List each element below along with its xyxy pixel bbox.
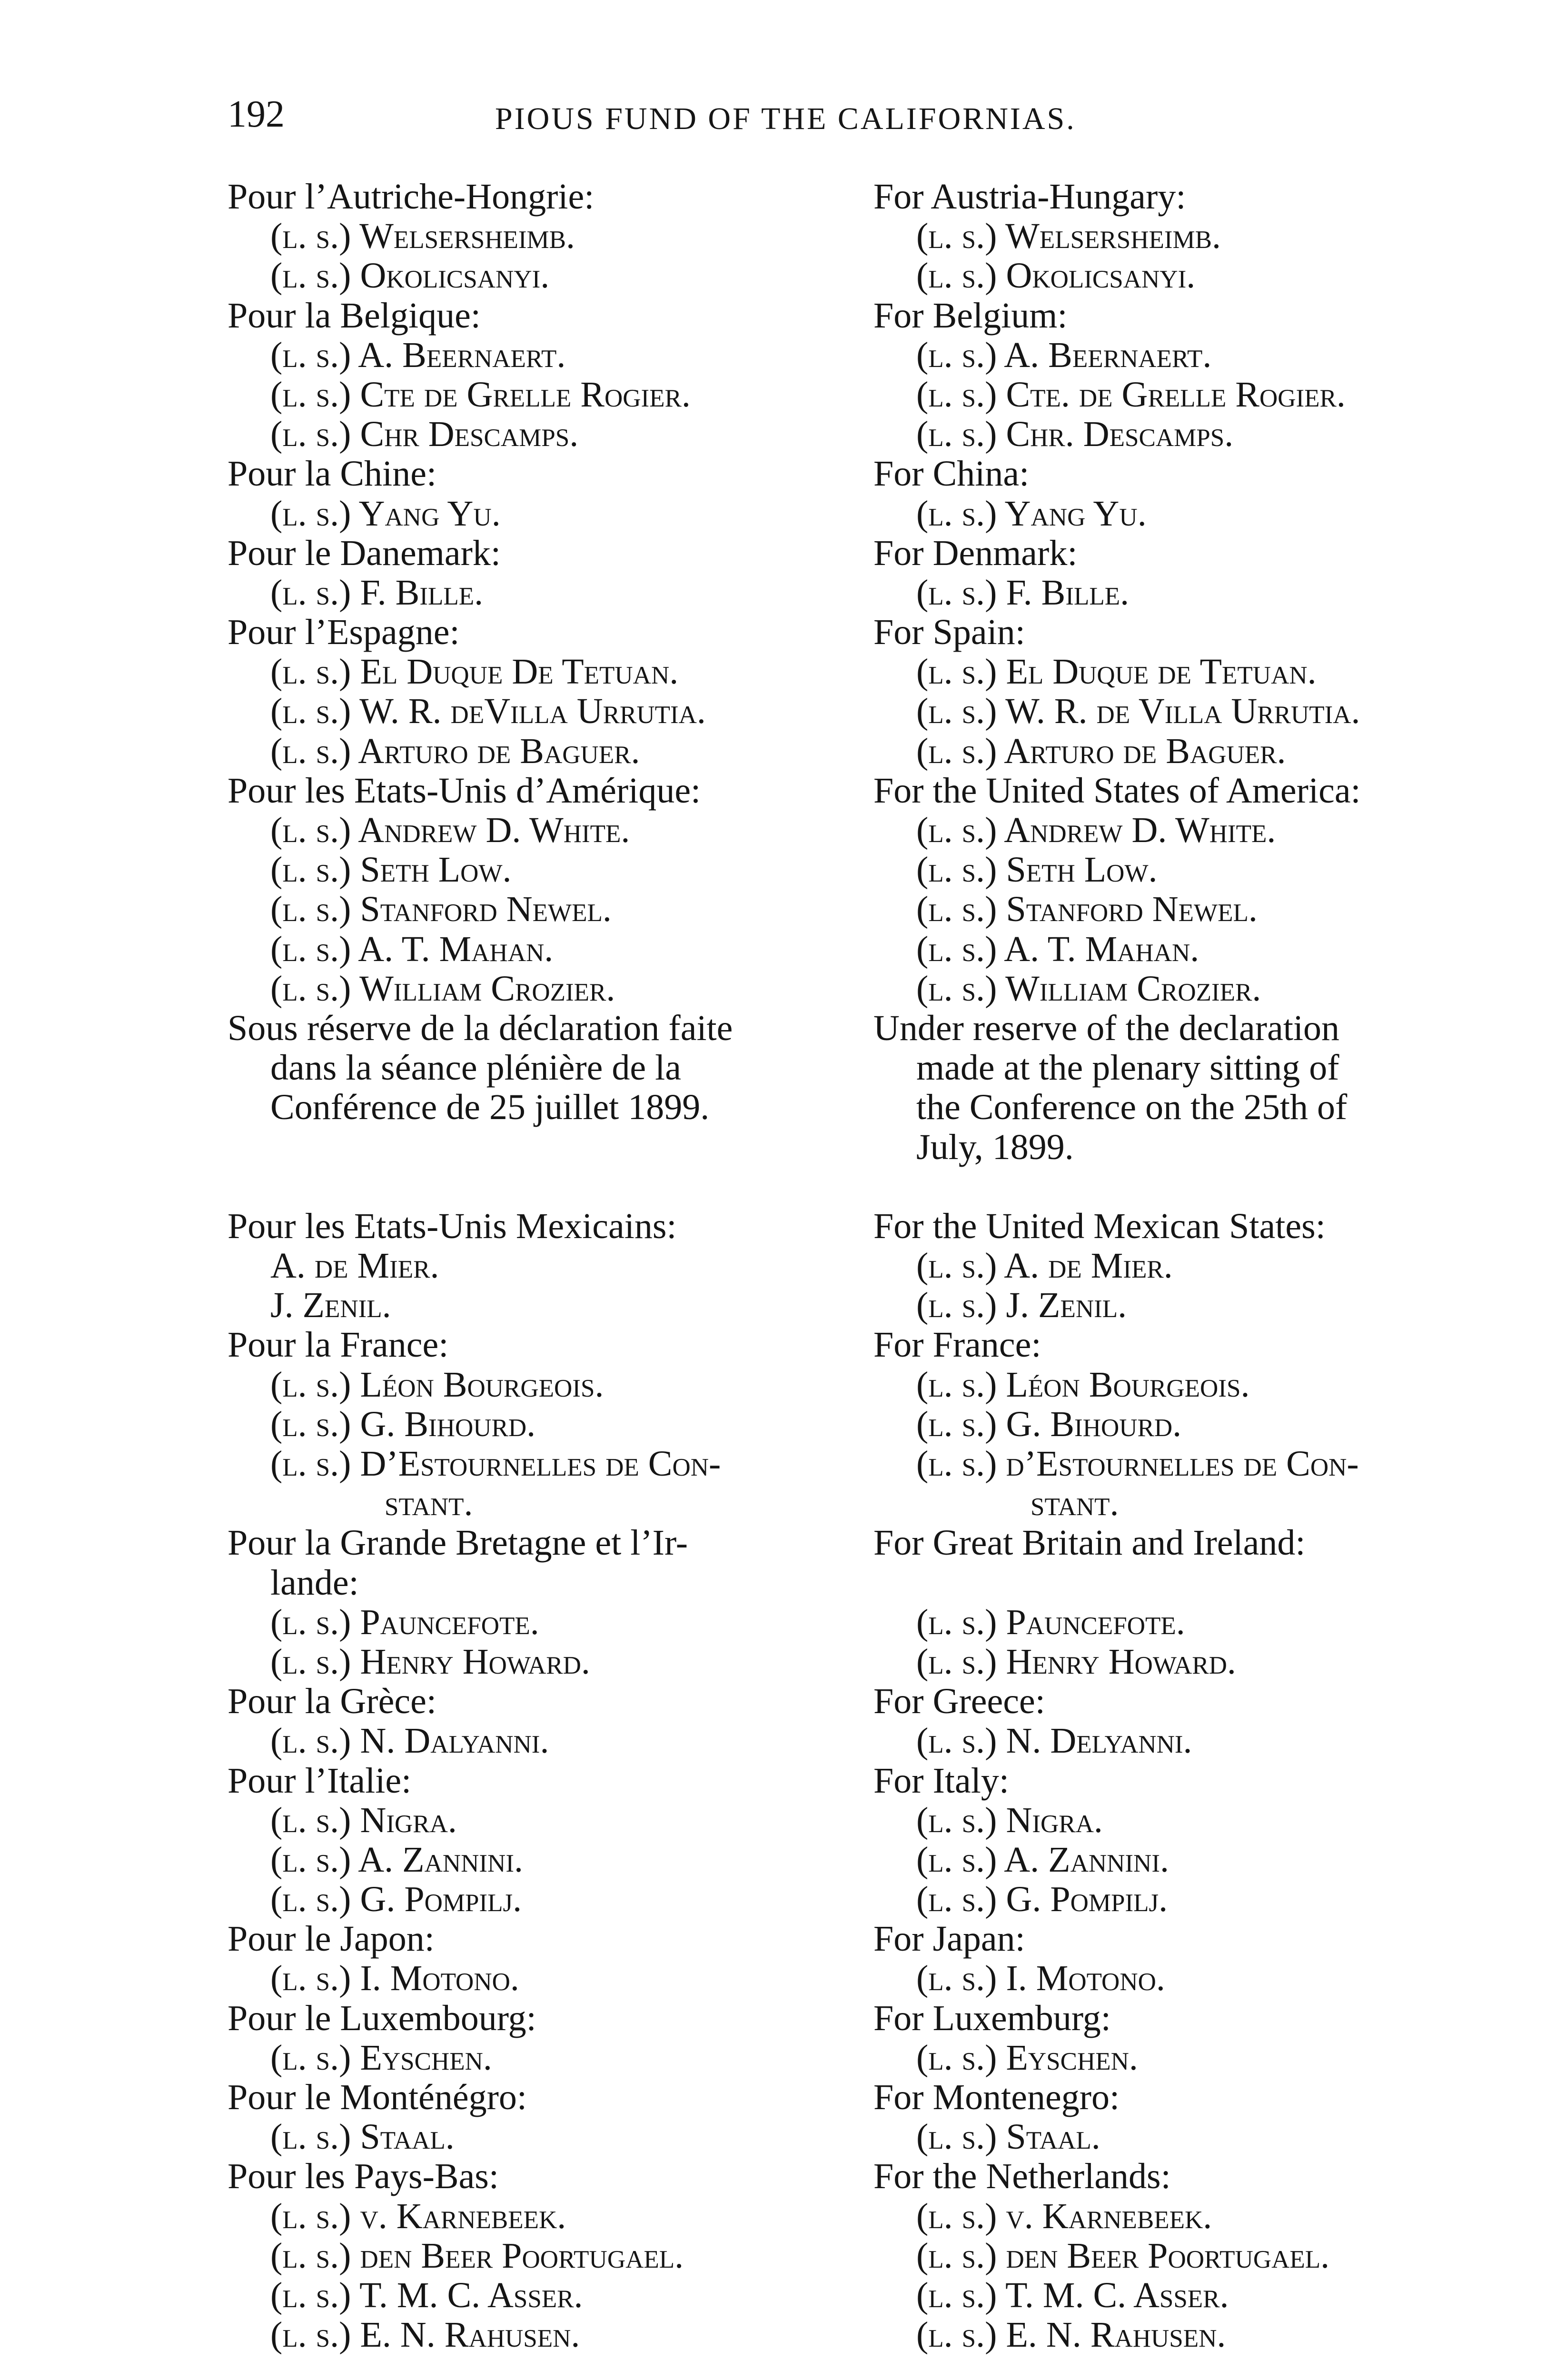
fr-text-continuation: Conférence de 25 juillet 1899. (270, 1087, 710, 1128)
en-signatory-line: (l. s.) Arturo de Baguer. (916, 731, 1286, 771)
en-signatory-line: (l. s.) N. Delyanni. (916, 1721, 1192, 1761)
fr-signatory-line: (l. s.) G. Pompilj. (270, 1879, 522, 1920)
fr-signatory-line: (l. s.) Andrew D. White. (270, 810, 630, 850)
fr-signatory-line: (l. s.) Nigra. (270, 1800, 457, 1840)
en-signatory-line: (l. s.) Eyschen. (916, 2037, 1138, 2078)
fr-signatory-continuation: stant. (385, 1483, 473, 1524)
fr-country-heading: Pour le Luxembourg: (228, 1998, 536, 2038)
fr-signatory-line: (l. s.) A. Zannini. (270, 1839, 523, 1880)
en-signatory-line: (l. s.) G. Pompilj. (916, 1879, 1168, 1920)
en-signatory-line: (l. s.) Léon Bourgeois. (916, 1364, 1250, 1405)
en-signatory-line: (l. s.) E. N. Rahusen. (916, 2315, 1226, 2355)
en-blank-line (873, 1563, 1492, 1603)
fr-signatory-line: (l. s.) Chr Descamps. (270, 414, 579, 455)
en-country-heading: For Austria-Hungary: (873, 177, 1186, 217)
fr-signatory-line: J. Zenil. (270, 1285, 391, 1326)
en-country-heading: For Montenegro: (873, 2077, 1120, 2117)
en-country-heading: For the Netherlands: (873, 2156, 1171, 2197)
fr-signatory-line: (l. s.) N. Dalyanni. (270, 1721, 549, 1761)
en-signatory-line: (l. s.) d’Estournelles de Con- (916, 1444, 1359, 1484)
fr-signatory-line: (l. s.) T. M. C. Asser. (270, 2275, 583, 2315)
en-signatory-line: (l. s.) T. M. C. Asser. (916, 2275, 1229, 2315)
en-signatory-line: (l. s.) Welsersheimb. (916, 216, 1221, 257)
en-country-heading: For Luxemburg: (873, 1998, 1111, 2038)
fr-signatory-line: (l. s.) F. Bille. (270, 572, 484, 613)
en-signatory-line: (l. s.) A. T. Mahan. (916, 929, 1199, 969)
en-country-heading: For Italy: (873, 1760, 1009, 1801)
fr-signatory-line: (l. s.) W. R. deVilla Urrutia. (270, 691, 706, 732)
fr-signatory-line: A. de Mier. (270, 1246, 439, 1286)
en-signatory-line: (l. s.) Nigra. (916, 1800, 1103, 1840)
fr-country-heading: Pour l’Autriche-Hongrie: (228, 177, 595, 217)
en-country-heading: For Great Britain and Ireland: (873, 1523, 1306, 1563)
fr-country-heading: Pour le Danemark: (228, 533, 501, 573)
en-signatory-line: (l. s.) Chr. Descamps. (916, 414, 1234, 455)
en-signatory-line: (l. s.) Yang Yu. (916, 493, 1147, 534)
running-head: PIOUS FUND OF THE CALIFORNIAS. (495, 101, 1076, 136)
en-country-heading: For France: (873, 1325, 1041, 1365)
fr-signatory-line: (l. s.) Pauncefote. (270, 1602, 539, 1642)
fr-signatory-line: (l. s.) Henry Howard. (270, 1641, 590, 1682)
en-signatory-line: (l. s.) v. Karnebeek. (916, 2196, 1212, 2236)
fr-country-heading: Pour la Grèce: (228, 1681, 436, 1722)
fr-signatory-line: (l. s.) A. Beernaert. (270, 335, 566, 375)
fr-signatory-line: (l. s.) den Beer Poortugael. (270, 2235, 684, 2276)
en-signatory-line: (l. s.) den Beer Poortugael. (916, 2235, 1330, 2276)
fr-signatory-line: (l. s.) v. Karnebeek. (270, 2196, 566, 2236)
fr-signatory-line: (l. s.) Cte de Grelle Rogier. (270, 374, 691, 415)
en-signatory-line: (l. s.) F. Bille. (916, 572, 1130, 613)
fr-signatory-line: (l. s.) Eyschen. (270, 2037, 492, 2078)
en-signatory-line: (l. s.) Pauncefote. (916, 1602, 1185, 1642)
en-signatory-line: (l. s.) Henry Howard. (916, 1641, 1236, 1682)
en-signatory-line: (l. s.) Staal. (916, 2117, 1100, 2157)
en-signatory-line: (l. s.) El Duque de Tetuan. (916, 652, 1317, 692)
en-country-heading: For Belgium: (873, 295, 1068, 336)
en-signatory-line: (l. s.) A. Beernaert. (916, 335, 1212, 375)
en-country-heading: For Greece: (873, 1681, 1045, 1722)
fr-signatory-line: (l. s.) Seth Low. (270, 850, 512, 890)
fr-text-continuation: lande: (270, 1562, 359, 1603)
en-signatory-line: (l. s.) Okolicsanyi. (916, 256, 1196, 296)
en-text-continuation: the Conference on the 25th of (916, 1087, 1348, 1128)
en-signatory-line: (l. s.) A. Zannini. (916, 1839, 1169, 1880)
page-number: 192 (228, 93, 285, 135)
fr-signatory-line: (l. s.) William Crozier. (270, 968, 615, 1009)
en-signatory-line: (l. s.) A. de Mier. (916, 1246, 1173, 1286)
fr-signatory-line: (l. s.) Léon Bourgeois. (270, 1364, 604, 1405)
fr-country-heading: Pour l’Espagne: (228, 612, 460, 653)
en-country-heading: For Denmark: (873, 533, 1078, 573)
english-signatures-column (873, 177, 1492, 2355)
fr-signatory-line: (l. s.) El Duque De Tetuan. (270, 652, 679, 692)
fr-country-heading: Pour la Belgique: (228, 295, 481, 336)
fr-country-heading: Pour les Etats-Unis d’Amérique: (228, 770, 701, 811)
en-country-heading: For the United Mexican States: (873, 1206, 1326, 1246)
en-signatory-line: (l. s.) I. Motono. (916, 1958, 1165, 1999)
en-signatory-line: (l. s.) Seth Low. (916, 850, 1158, 890)
en-country-heading: For China: (873, 454, 1030, 494)
fr-signatory-line: (l. s.) E. N. Rahusen. (270, 2315, 580, 2355)
en-signatory-line: (l. s.) Cte. de Grelle Rogier. (916, 374, 1346, 415)
fr-signatory-line: (l. s.) Yang Yu. (270, 493, 501, 534)
en-signatory-line: (l. s.) W. R. de Villa Urrutia. (916, 691, 1360, 732)
en-signatory-line: (l. s.) J. Zenil. (916, 1285, 1127, 1326)
fr-signatory-line: (l. s.) Welsersheimb. (270, 216, 575, 257)
en-signatory-line: (l. s.) Andrew D. White. (916, 810, 1276, 850)
fr-country-heading: Pour le Monténégro: (228, 2077, 527, 2117)
fr-signatory-line: (l. s.) Arturo de Baguer. (270, 731, 640, 771)
fr-text-continuation: dans la séance plénière de la (270, 1048, 681, 1088)
fr-country-heading: Sous réserve de la déclaration faite (228, 1008, 733, 1048)
fr-blank-line (228, 1167, 846, 1207)
en-signatory-line: (l. s.) G. Bihourd. (916, 1404, 1182, 1444)
en-text-continuation: July, 1899. (916, 1127, 1074, 1167)
fr-country-heading: Pour la France: (228, 1325, 449, 1365)
fr-signatory-line: (l. s.) Stanford Newel. (270, 889, 612, 930)
en-country-heading: For the United States of America: (873, 770, 1361, 811)
fr-country-heading: Pour la Grande Bretagne et l’Ir- (228, 1523, 688, 1563)
fr-blank-line (228, 1128, 846, 1167)
en-country-heading: For Japan: (873, 1919, 1025, 1959)
fr-country-heading: Pour la Chine: (228, 454, 437, 494)
fr-signatory-line: (l. s.) G. Bihourd. (270, 1404, 536, 1444)
en-blank-line (873, 1167, 1492, 1207)
fr-signatory-line: (l. s.) D’Estournelles de Con- (270, 1444, 721, 1484)
en-signatory-continuation: stant. (1031, 1483, 1119, 1524)
fr-signatory-line: (l. s.) Staal. (270, 2117, 455, 2157)
en-signatory-line: (l. s.) William Crozier. (916, 968, 1261, 1009)
en-signatory-line: (l. s.) Stanford Newel. (916, 889, 1258, 930)
fr-signatory-line: (l. s.) A. T. Mahan. (270, 929, 554, 969)
fr-country-heading: Pour l’Italie: (228, 1760, 412, 1801)
fr-country-heading: Pour le Japon: (228, 1919, 435, 1959)
fr-country-heading: Pour les Etats-Unis Mexicains: (228, 1206, 677, 1246)
fr-signatory-line: (l. s.) I. Motono. (270, 1958, 519, 1999)
fr-signatory-line: (l. s.) Okolicsanyi. (270, 256, 550, 296)
en-text-continuation: made at the plenary sitting of (916, 1048, 1339, 1088)
en-country-heading: Under reserve of the declaration (873, 1008, 1340, 1048)
fr-country-heading: Pour les Pays-Bas: (228, 2156, 499, 2197)
french-signatures-column (228, 177, 846, 2355)
en-country-heading: For Spain: (873, 612, 1025, 653)
